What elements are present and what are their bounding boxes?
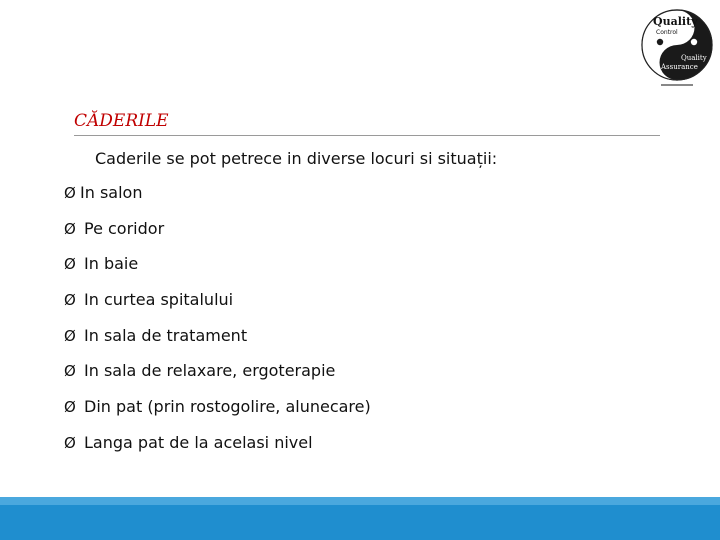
arrow-bullet-icon: Ø bbox=[64, 398, 76, 417]
logo-quality-assurance-line1: Quality bbox=[681, 54, 707, 62]
list-item bbox=[64, 290, 371, 326]
list-item-text: Langa pat de la acelasi nivel bbox=[84, 432, 313, 452]
logo-quality-control-line2: Control bbox=[656, 29, 678, 36]
arrow-bullet-icon: Ø bbox=[64, 255, 76, 274]
list-item-text: In salon bbox=[80, 183, 143, 202]
list-item bbox=[64, 433, 371, 469]
arrow-bullet-icon: Ø bbox=[64, 433, 76, 452]
list-item-text: Din pat (prin rostogolire, alunecare) bbox=[84, 397, 371, 417]
title-divider bbox=[74, 135, 660, 136]
list-item bbox=[64, 219, 371, 255]
arrow-bullet-icon: Ø bbox=[64, 184, 76, 202]
list-item-text: In baie bbox=[84, 254, 139, 274]
locations-list bbox=[64, 183, 371, 469]
quality-yin-yang-logo bbox=[639, 5, 715, 91]
list-item-text: In sala de relaxare, ergoterapie bbox=[84, 361, 336, 381]
list-item-text: In sala de tratament bbox=[84, 325, 248, 345]
logo-quality-control-line1: Quality bbox=[653, 15, 698, 28]
slide-title: CĂDERILE bbox=[74, 111, 169, 131]
footer-highlight-strip bbox=[0, 497, 720, 505]
list-item bbox=[64, 254, 371, 290]
list-item bbox=[64, 183, 371, 219]
arrow-bullet-icon: Ø bbox=[64, 291, 76, 310]
list-item bbox=[64, 361, 371, 397]
intro-text: Caderile se pot petrece in diverse locuri si situații: bbox=[95, 149, 498, 168]
arrow-bullet-icon: Ø bbox=[64, 219, 76, 238]
arrow-bullet-icon: Ø bbox=[64, 362, 76, 381]
arrow-bullet-icon: Ø bbox=[64, 326, 76, 345]
list-item-text: Pe coridor bbox=[84, 218, 165, 238]
list-item bbox=[64, 326, 371, 362]
logo-quality-assurance-line2: Assurance bbox=[661, 63, 698, 71]
list-item bbox=[64, 397, 371, 433]
list-item-text: In curtea spitalului bbox=[84, 290, 234, 310]
